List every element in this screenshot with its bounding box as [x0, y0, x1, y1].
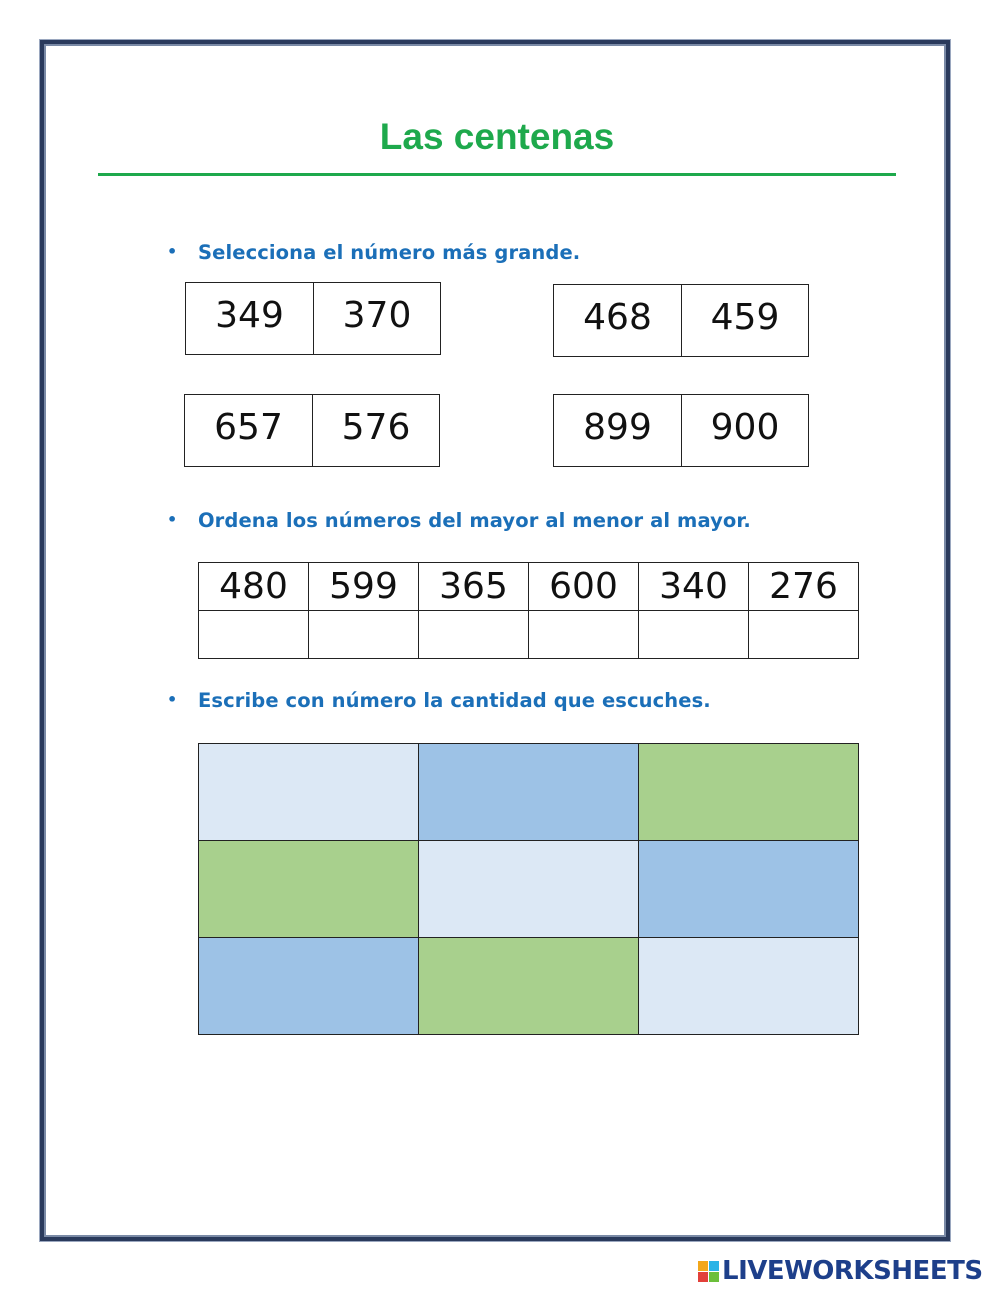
liveworksheets-logo-icon [698, 1261, 719, 1282]
order-number: 600 [529, 563, 639, 611]
number-choice[interactable]: 468 [583, 297, 652, 338]
listen-answer-grid [198, 743, 859, 1035]
instruction-text: Selecciona el número más grande. [198, 241, 581, 264]
listen-answer-box[interactable] [639, 938, 859, 1035]
bullet: • [167, 510, 178, 529]
instruction-text: Escribe con número la cantidad que escuches. [198, 689, 711, 712]
liveworksheets-watermark [698, 1256, 983, 1286]
instruction-order-numbers [167, 509, 751, 532]
number-pair-1 [185, 282, 441, 355]
order-number: 276 [749, 563, 859, 611]
order-answer-slot[interactable] [309, 611, 419, 659]
page-title: Las centenas [379, 116, 615, 157]
order-number: 599 [309, 563, 419, 611]
instruction-select-largest [167, 241, 580, 264]
order-number: 340 [639, 563, 749, 611]
number-choice[interactable]: 349 [215, 295, 284, 336]
order-answer-slot[interactable] [639, 611, 749, 659]
order-table [198, 562, 859, 659]
instruction-write-heard-number [167, 689, 711, 712]
listen-answer-box[interactable] [199, 744, 419, 841]
bullet: • [167, 690, 178, 709]
listen-answer-box[interactable] [419, 938, 639, 1035]
instruction-text: Ordena los números del mayor al menor al mayor. [198, 509, 751, 532]
listen-answer-box[interactable] [639, 744, 859, 841]
number-choice[interactable]: 576 [312, 395, 439, 466]
listen-answer-box[interactable] [199, 841, 419, 938]
order-answer-slot[interactable] [419, 611, 529, 659]
number-choice[interactable]: 657 [214, 407, 283, 448]
order-answer-slot[interactable] [199, 611, 309, 659]
listen-answer-box[interactable] [419, 744, 639, 841]
number-pair-2 [553, 284, 809, 357]
bullet: • [167, 242, 178, 261]
order-answer-slot[interactable] [529, 611, 639, 659]
listen-answer-box[interactable] [419, 841, 639, 938]
number-pair-4 [553, 394, 809, 467]
order-number: 480 [199, 563, 309, 611]
order-answer-slot[interactable] [749, 611, 859, 659]
number-choice[interactable]: 900 [681, 395, 808, 466]
number-choice[interactable]: 899 [583, 407, 652, 448]
listen-answer-box[interactable] [199, 938, 419, 1035]
number-choice[interactable]: 370 [313, 283, 440, 354]
watermark-text: LIVEWORKSHEETS [722, 1256, 983, 1286]
number-pair-3 [184, 394, 440, 467]
number-choice[interactable]: 459 [681, 285, 808, 356]
listen-answer-box[interactable] [639, 841, 859, 938]
title-underline [98, 173, 896, 176]
order-number: 365 [419, 563, 529, 611]
